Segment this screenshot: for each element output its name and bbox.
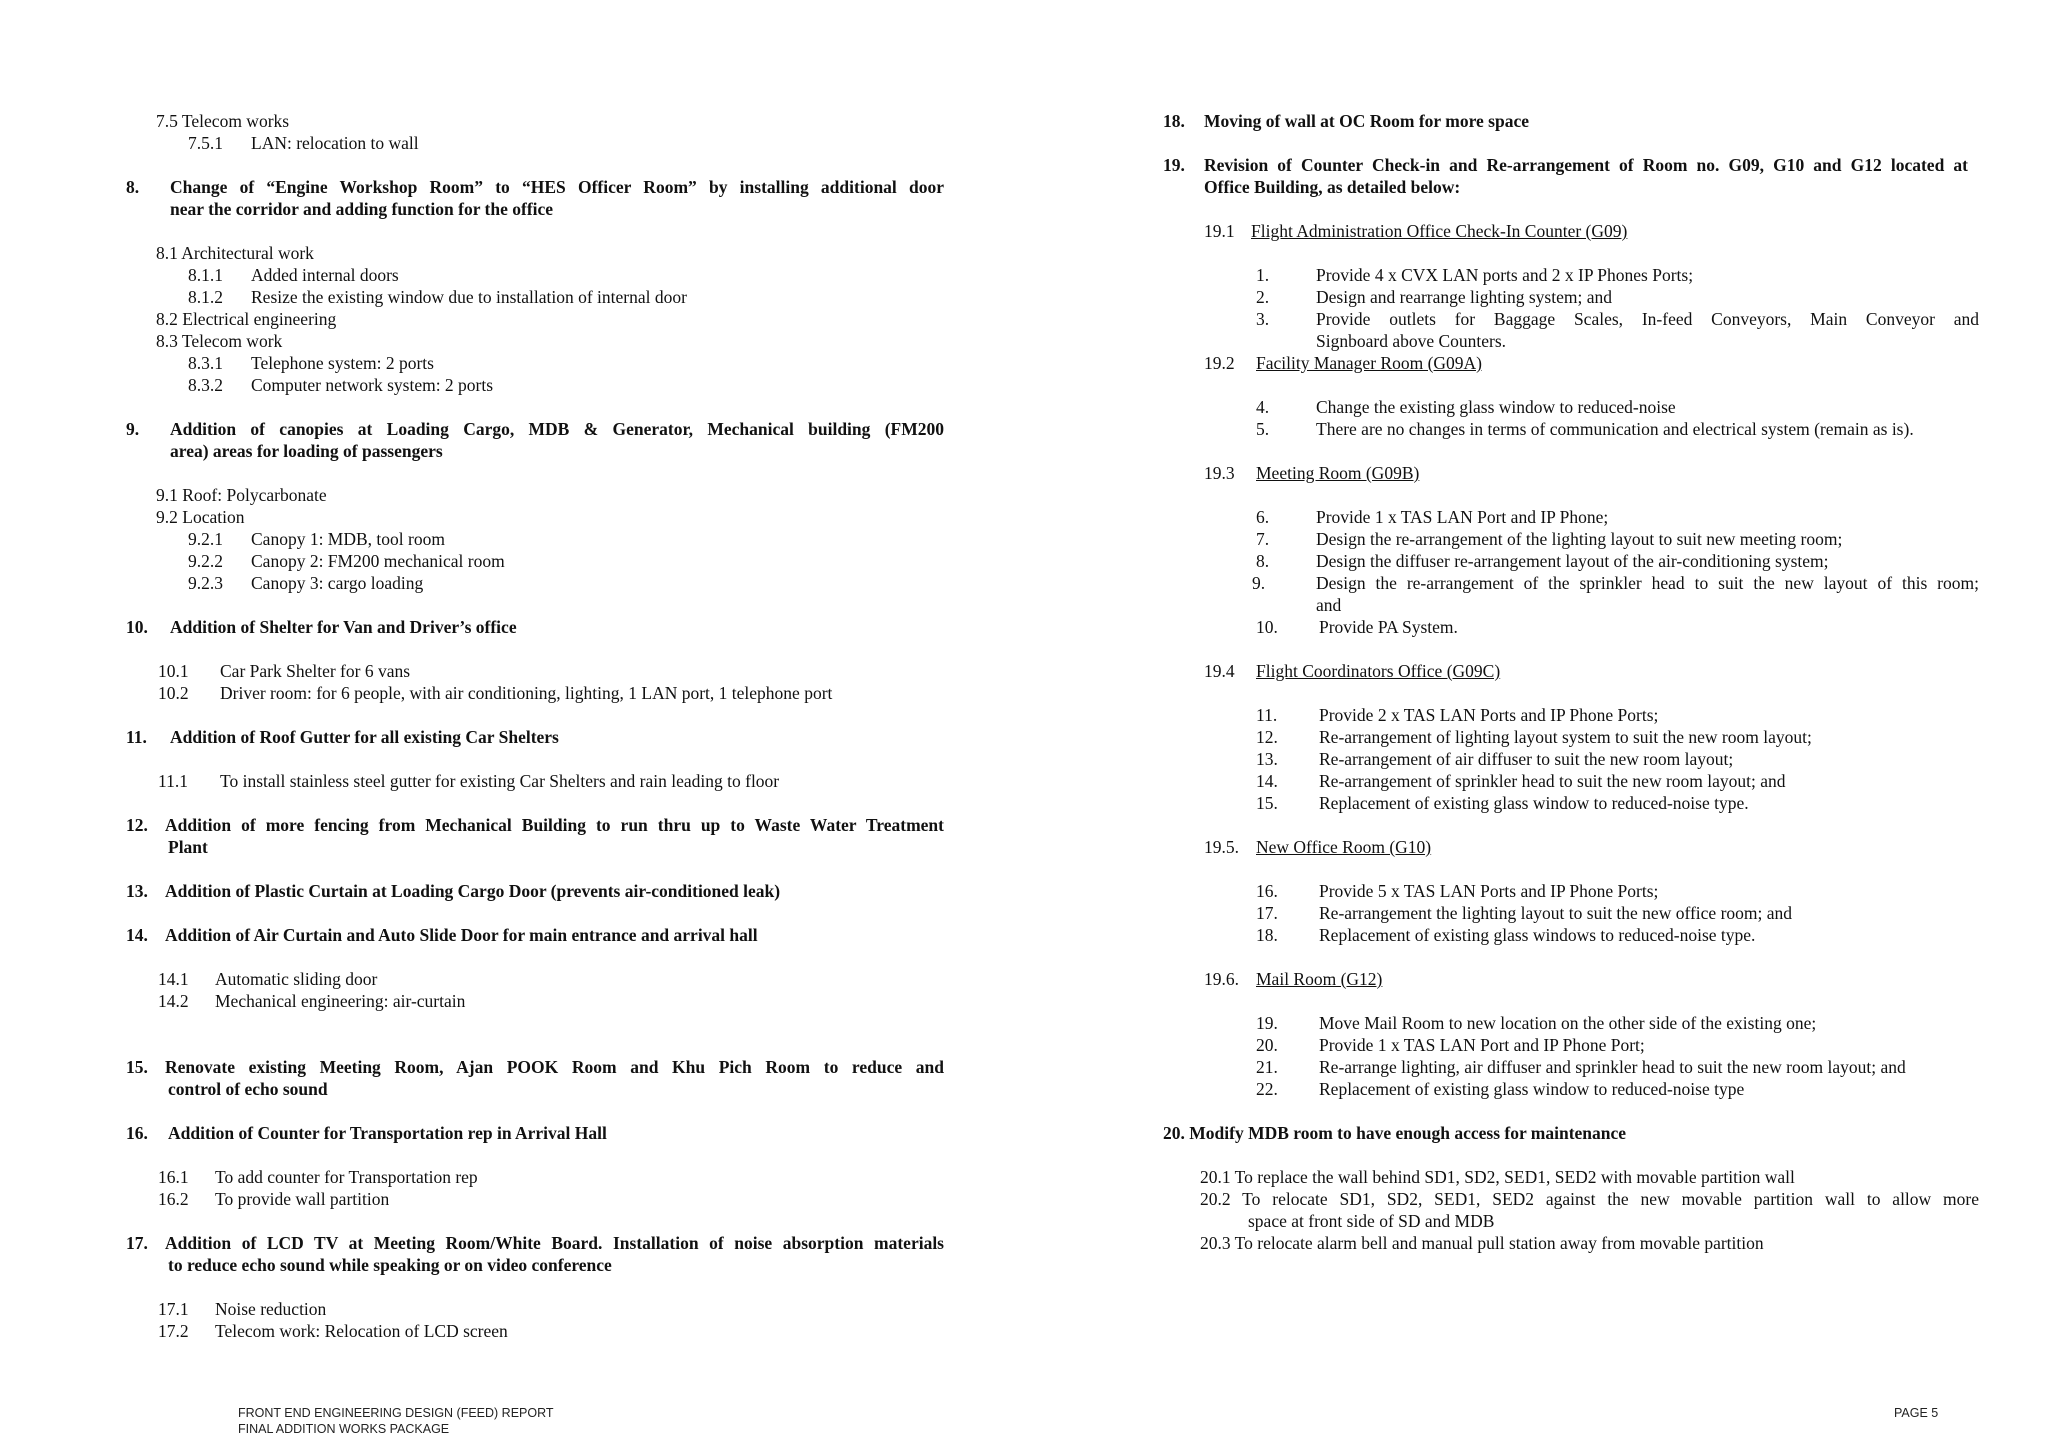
item-number: 19.5. [1204, 837, 1239, 857]
item-number: 14. [1256, 771, 1278, 791]
item-number: 14.2 [158, 991, 189, 1011]
item-number: 17. [1256, 903, 1278, 923]
subsection-8-1: 8.1 Architectural work [156, 243, 314, 263]
subsection-9-2: 9.2 Location [156, 507, 245, 527]
section-heading-14: Addition of Air Curtain and Auto Slide Door for main entrance and arrival hall [165, 925, 758, 945]
item-text-cont: and [1316, 595, 1342, 615]
subsection-20-3: 20.3 To relocate alarm bell and manual pull station away from movable partition [1200, 1233, 1764, 1253]
item-number: 7. [1256, 529, 1270, 549]
item-number: 12. [1256, 727, 1278, 747]
item-number: 8.1.1 [188, 265, 223, 285]
item-text: Provide 5 x TAS LAN Ports and IP Phone Ports; [1319, 881, 1659, 901]
item-text: Driver room: for 6 people, with air conditioning, lighting, 1 LAN port, 1 telephone port [220, 683, 833, 703]
item-number: 20. [1256, 1035, 1278, 1055]
item-number: 18. [1256, 925, 1278, 945]
item-text: Provide 2 x TAS LAN Ports and IP Phone Ports; [1319, 705, 1659, 725]
item-text: Re-arrangement of air diffuser to suit the new room layout; [1319, 749, 1734, 769]
item-number: 3. [1256, 309, 1270, 329]
section-heading-19-cont: Office Building, as detailed below: [1204, 177, 1461, 197]
item-number: 8.1.2 [188, 287, 223, 307]
item-number: 5. [1256, 419, 1270, 439]
item-number: 15. [1256, 793, 1278, 813]
item-text: Car Park Shelter for 6 vans [220, 661, 411, 681]
section-heading-8: Change of “Engine Workshop Room” to “HES Officer Room” by installing additional door [170, 177, 944, 197]
item-number: 8.3.2 [188, 375, 223, 395]
item-number: 19.6. [1204, 969, 1239, 989]
item-text: Replacement of existing glass windows to reduced-noise type. [1319, 925, 1756, 945]
section-heading-8-cont: near the corridor and adding function for the office [170, 199, 554, 219]
subsection-9-1: 9.1 Roof: Polycarbonate [156, 485, 327, 505]
item-number: 16. [1256, 881, 1278, 901]
item-text: Design the diffuser re-arrangement layout of the air-conditioning system; [1316, 551, 1829, 571]
item-number: 11.1 [158, 771, 188, 791]
item-text: Telephone system: 2 ports [251, 353, 434, 373]
item-text: Provide 1 x TAS LAN Port and IP Phone; [1316, 507, 1609, 527]
subsection-title: Mail Room (G12) [1256, 969, 1383, 989]
item-number: 14.1 [158, 969, 189, 989]
subsection-title: Facility Manager Room (G09A) [1256, 353, 1482, 373]
section-heading-17-cont: to reduce echo sound while speaking or on video conference [168, 1255, 612, 1275]
item-number: 17.1 [158, 1299, 189, 1319]
section-number: 16. [126, 1123, 148, 1143]
subsection-20-2: 20.2 To relocate SD1, SD2, SED1, SED2 against the new movable partition wall to allow more [1200, 1189, 1979, 1209]
item-number: 8.3.1 [188, 353, 223, 373]
item-number: 6. [1256, 507, 1270, 527]
item-text: Provide 4 x CVX LAN ports and 2 x IP Phones Ports; [1316, 265, 1694, 285]
item-number: 19.4 [1204, 661, 1235, 681]
section-number: 14. [126, 925, 148, 945]
item-number: 10. [1256, 617, 1278, 637]
section-number: 19. [1163, 155, 1185, 175]
subsection-8-2: 8.2 Electrical engineering [156, 309, 337, 329]
item-text: Canopy 3: cargo loading [251, 573, 424, 593]
section-heading-20: 20. Modify MDB room to have enough access for maintenance [1163, 1123, 1627, 1143]
item-text: Re-arrangement of lighting layout system to suit the new room layout; [1319, 727, 1812, 747]
item-number: 19.1 [1204, 221, 1235, 241]
item-text: Design the re-arrangement of the lighting layout to suit new meeting room; [1316, 529, 1843, 549]
item-number: 11. [1256, 705, 1278, 725]
item-text: Provide PA System. [1319, 617, 1458, 637]
section-heading-9-cont: area) areas for loading of passengers [170, 441, 443, 461]
section-number: 11. [126, 727, 147, 747]
section-number: 10. [126, 617, 148, 637]
item-number: 10.2 [158, 683, 189, 703]
item-number: 1. [1256, 265, 1270, 285]
item-number: 17.2 [158, 1321, 189, 1341]
item-text: Move Mail Room to new location on the other side of the existing one; [1319, 1013, 1817, 1033]
item-number: 19. [1256, 1013, 1278, 1033]
item-text: Provide outlets for Baggage Scales, In-feed Conveyors, Main Conveyor and [1316, 309, 1979, 329]
item-text: Design the re-arrangement of the sprinkler head to suit the new layout of this room; [1316, 573, 1979, 593]
item-number: 2. [1256, 287, 1270, 307]
section-heading-17: Addition of LCD TV at Meeting Room/White Board. Installation of noise absorption materials [165, 1233, 944, 1253]
item-number: 22. [1256, 1079, 1278, 1099]
item-number: 10.1 [158, 661, 189, 681]
item-text: Provide 1 x TAS LAN Port and IP Phone Port; [1319, 1035, 1645, 1055]
item-number: 13. [1256, 749, 1278, 769]
section-heading-13: Addition of Plastic Curtain at Loading Cargo Door (prevents air-conditioned leak) [165, 881, 781, 901]
section-heading-15-cont: control of echo sound [168, 1079, 328, 1099]
item-text: Design and rearrange lighting system; and [1316, 287, 1612, 307]
item-text: Canopy 1: MDB, tool room [251, 529, 445, 549]
item-text: Change the existing glass window to reduced-noise [1316, 397, 1676, 417]
item-number: 9.2.2 [188, 551, 223, 571]
section-heading-11: Addition of Roof Gutter for all existing Car Shelters [170, 727, 559, 747]
subsection-title: Meeting Room (G09B) [1256, 463, 1420, 483]
section-number: 13. [126, 881, 148, 901]
item-number: 9.2.3 [188, 573, 223, 593]
section-number: 9. [126, 419, 140, 439]
item-text: LAN: relocation to wall [251, 133, 419, 153]
item-text: Computer network system: 2 ports [251, 375, 494, 395]
item-number: 9. [1252, 573, 1266, 593]
item-text: Added internal doors [251, 265, 399, 285]
section-number: 12. [126, 815, 148, 835]
section-heading-18: Moving of wall at OC Room for more space [1204, 111, 1529, 131]
item-number: 9.2.1 [188, 529, 223, 549]
section-heading-10: Addition of Shelter for Van and Driver’s office [170, 617, 517, 637]
item-text-cont: Signboard above Counters. [1316, 331, 1507, 351]
section-heading-9: Addition of canopies at Loading Cargo, MDB & Generator, Mechanical building (FM200 [170, 419, 944, 439]
item-text: Mechanical engineering: air-curtain [215, 991, 466, 1011]
section-heading-12-cont: Plant [168, 837, 208, 857]
item-number: 16.1 [158, 1167, 189, 1187]
item-text: Resize the existing window due to installation of internal door [251, 287, 687, 307]
section-heading-12: Addition of more fencing from Mechanical Building to run thru up to Waste Water Treatment [165, 815, 944, 835]
subsection-title: Flight Administration Office Check-In Counter (G09) [1251, 221, 1628, 241]
subsection-7-5: 7.5 Telecom works [156, 111, 290, 131]
section-number: 17. [126, 1233, 148, 1253]
section-heading-15: Renovate existing Meeting Room, Ajan POOK Room and Khu Pich Room to reduce and [165, 1057, 944, 1077]
subsection-20-2-cont: space at front side of SD and MDB [1248, 1211, 1495, 1231]
section-heading-16: Addition of Counter for Transportation rep in Arrival Hall [168, 1123, 607, 1143]
item-number: 16.2 [158, 1189, 189, 1209]
footer-package-title: FINAL ADDITION WORKS PACKAGE [238, 1422, 450, 1436]
item-text: To install stainless steel gutter for existing Car Shelters and rain leading to floor [220, 771, 780, 791]
item-number: 8. [1256, 551, 1270, 571]
subsection-title: Flight Coordinators Office (G09C) [1256, 661, 1501, 681]
item-number: 7.5.1 [188, 133, 223, 153]
item-text: There are no changes in terms of communication and electrical system (remain as is). [1316, 419, 1914, 439]
item-number: 4. [1256, 397, 1270, 417]
item-text: Automatic sliding door [215, 969, 378, 989]
section-number: 15. [126, 1057, 148, 1077]
subsection-title: New Office Room (G10) [1256, 837, 1432, 857]
item-text: Re-arrange lighting, air diffuser and sprinkler head to suit the new room layout; and [1319, 1057, 1906, 1077]
footer-report-title: FRONT END ENGINEERING DESIGN (FEED) REPORT [238, 1406, 554, 1420]
subsection-8-3: 8.3 Telecom work [156, 331, 283, 351]
item-text: Telecom work: Relocation of LCD screen [215, 1321, 508, 1341]
item-text: Replacement of existing glass window to reduced-noise type. [1319, 793, 1749, 813]
section-heading-19: Revision of Counter Check-in and Re-arrangement of Room no. G09, G10 and G12 located at [1204, 155, 1968, 175]
section-number: 8. [126, 177, 140, 197]
item-number: 21. [1256, 1057, 1278, 1077]
item-text: Re-arrangement the lighting layout to suit the new office room; and [1319, 903, 1793, 923]
subsection-20-1: 20.1 To replace the wall behind SD1, SD2, SED1, SED2 with movable partition wall [1200, 1167, 1795, 1187]
item-number: 19.3 [1204, 463, 1235, 483]
item-text: Canopy 2: FM200 mechanical room [251, 551, 505, 571]
section-number: 18. [1163, 111, 1185, 131]
item-text: To provide wall partition [215, 1189, 390, 1209]
item-text: Replacement of existing glass window to reduced-noise type [1319, 1079, 1745, 1099]
page-number: PAGE 5 [1894, 1406, 1939, 1420]
item-text: To add counter for Transportation rep [215, 1167, 478, 1187]
item-text: Noise reduction [215, 1299, 327, 1319]
item-number: 19.2 [1204, 353, 1235, 373]
item-text: Re-arrangement of sprinkler head to suit the new room layout; and [1319, 771, 1786, 791]
